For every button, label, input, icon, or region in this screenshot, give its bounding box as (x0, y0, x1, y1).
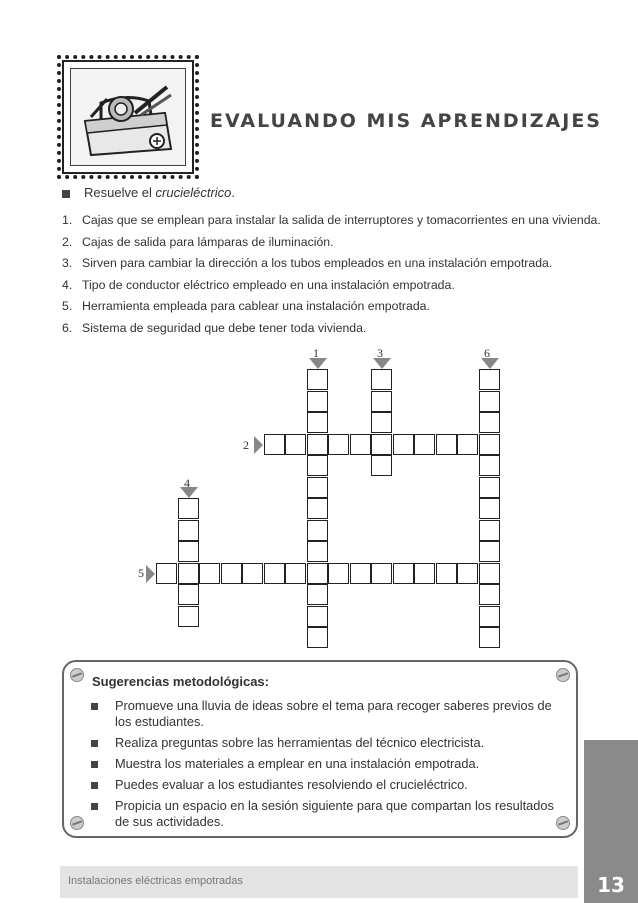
crossword-cell[interactable] (479, 627, 500, 648)
crossword-cell[interactable] (479, 498, 500, 519)
crossword-number-2: 2 (243, 438, 249, 452)
crossword-cell[interactable] (178, 541, 199, 562)
crossword-cell[interactable] (242, 563, 263, 584)
suggestions-box (62, 660, 578, 838)
crossword-cell[interactable] (307, 627, 328, 648)
clue-item (62, 253, 592, 275)
crossword-cell[interactable] (479, 541, 500, 562)
crossword-cell[interactable] (479, 606, 500, 627)
page-tab (584, 740, 638, 903)
page-title: EVALUANDO MIS APRENDIZAJES (210, 110, 602, 132)
crossword-cell[interactable] (479, 412, 500, 433)
crossword-number-6: 6 (484, 346, 490, 360)
crossword-cell[interactable] (328, 434, 349, 455)
crossword-cell[interactable] (221, 563, 242, 584)
clue-number: 6. (62, 320, 73, 335)
crossword-cell[interactable] (264, 563, 285, 584)
arrow-down-6-icon (481, 358, 499, 369)
clue-text: Tipo de conductor eléctrico empleado en una instalación empotrada. (82, 277, 455, 292)
clue-number: 4. (62, 277, 73, 292)
crossword-cell[interactable] (479, 455, 500, 476)
crossword-cell[interactable] (307, 520, 328, 541)
crossword-cell[interactable] (350, 434, 371, 455)
arrow-right-2-icon (254, 436, 263, 454)
crossword-cell[interactable] (479, 369, 500, 390)
instruction-italic: crucieléctrico (155, 185, 232, 200)
suggestion-item: Realiza preguntas sobre las herramientas del técnico electricista. (88, 735, 558, 751)
suggestion-item: Propicia un espacio en la sesión siguiente para que compartan los resultados de sus actividades. (88, 798, 558, 830)
footer-bar (60, 866, 578, 898)
crossword-cell[interactable] (264, 434, 285, 455)
clue-number: 1. (62, 213, 73, 227)
clue-text: Herramienta empleada para cablear una instalación empotrada. (82, 299, 430, 313)
crossword-cell[interactable] (436, 434, 457, 455)
arrow-right-5-icon (146, 565, 155, 583)
crossword-cell[interactable] (393, 434, 414, 455)
crossword-cell[interactable] (307, 412, 328, 433)
clue-text: Sistema de seguridad que debe tener toda vivienda. (82, 320, 367, 335)
crossword-cell[interactable] (479, 391, 500, 412)
crossword-cell[interactable] (307, 563, 328, 584)
crossword-cell[interactable] (393, 563, 414, 584)
stamp-illustration (62, 60, 194, 174)
crossword-cell[interactable] (307, 606, 328, 627)
clue-number: 2. (62, 234, 73, 249)
clue-item (62, 275, 592, 297)
clue-text: Cajas de salida para lámparas de iluminación. (82, 234, 334, 249)
crossword-cell[interactable] (371, 455, 392, 476)
screw-icon (556, 816, 570, 830)
crossword-cell[interactable] (371, 563, 392, 584)
crossword-number-5: 5 (138, 566, 144, 580)
suggestion-item: Muestra los materiales a emplear en una instalación empotrada. (88, 756, 558, 772)
crossword-cell[interactable] (307, 434, 328, 455)
toolbox-icon (71, 69, 185, 165)
crossword-cell[interactable] (156, 563, 177, 584)
clue-text: Cajas que se emplean para instalar la salida de interruptores y tomacorrientes en una vivienda. (82, 213, 601, 227)
instruction-text: Resuelve el (84, 185, 156, 200)
clue-item (62, 232, 592, 254)
crossword-cell[interactable] (479, 563, 500, 584)
crossword-cell[interactable] (178, 563, 199, 584)
crossword-cell[interactable] (479, 434, 500, 455)
crossword-cell[interactable] (307, 477, 328, 498)
crossword-cell[interactable] (285, 563, 306, 584)
suggestions-list (88, 698, 558, 835)
crossword-cell[interactable] (285, 434, 306, 455)
bullet-icon (62, 190, 70, 198)
crossword-cell[interactable] (479, 520, 500, 541)
crossword-cell[interactable] (414, 434, 435, 455)
arrow-down-1-icon (309, 358, 327, 369)
crossword-number-1: 1 (313, 346, 319, 360)
page-number: 13 (597, 873, 625, 897)
instruction (62, 185, 235, 200)
instruction-end: . (231, 185, 236, 200)
crossword-cell[interactable] (199, 563, 220, 584)
footer-text: Instalaciones eléctricas empotradas (68, 875, 243, 887)
screw-icon (556, 668, 570, 682)
arrow-down-3-icon (373, 358, 391, 369)
crossword-cell[interactable] (307, 498, 328, 519)
crossword-number-3: 3 (377, 346, 383, 360)
crossword-cell[interactable] (479, 584, 500, 605)
screw-icon (70, 816, 84, 830)
crossword-cell[interactable] (371, 434, 392, 455)
crossword-cell[interactable] (178, 584, 199, 605)
clue-number: 5. (62, 299, 73, 313)
suggestion-item: Promueve una lluvia de ideas sobre el tema para recoger saberes previos de los estudiantes. (88, 698, 558, 730)
crossword-cell[interactable] (371, 369, 392, 390)
clue-text: Sirven para cambiar la dirección a los tubos empleados en una instalación empotrada. (82, 256, 553, 270)
suggestion-item: Puedes evaluar a los estudiantes resolviendo el crucieléctrico. (88, 777, 558, 793)
crossword-cell[interactable] (350, 563, 371, 584)
clue-number: 3. (62, 256, 73, 270)
clue-item (62, 210, 601, 232)
crossword-cell[interactable] (436, 563, 457, 584)
screw-icon (70, 668, 84, 682)
clue-list (62, 210, 601, 339)
crossword-cell[interactable] (307, 391, 328, 412)
clue-item (62, 318, 592, 340)
crossword-cell[interactable] (178, 520, 199, 541)
crossword-cell[interactable] (307, 584, 328, 605)
crossword-cell[interactable] (371, 391, 392, 412)
crossword-cell[interactable] (178, 606, 199, 627)
crossword-cell[interactable] (307, 369, 328, 390)
crossword-cell[interactable] (328, 563, 349, 584)
crossword-cell[interactable] (414, 563, 435, 584)
crossword-cell[interactable] (178, 498, 199, 519)
crossword-cell[interactable] (479, 477, 500, 498)
crossword-cell[interactable] (371, 412, 392, 433)
clue-item (62, 296, 592, 318)
crossword-cell[interactable] (307, 541, 328, 562)
crossword-number-4: 4 (184, 476, 190, 490)
crossword-cell[interactable] (307, 455, 328, 476)
arrow-down-4-icon (180, 487, 198, 498)
stamp-frame (70, 68, 186, 166)
suggestions-title: Sugerencias metodológicas: (92, 674, 269, 689)
crossword-cell[interactable] (457, 434, 478, 455)
crossword-cell[interactable] (457, 563, 478, 584)
